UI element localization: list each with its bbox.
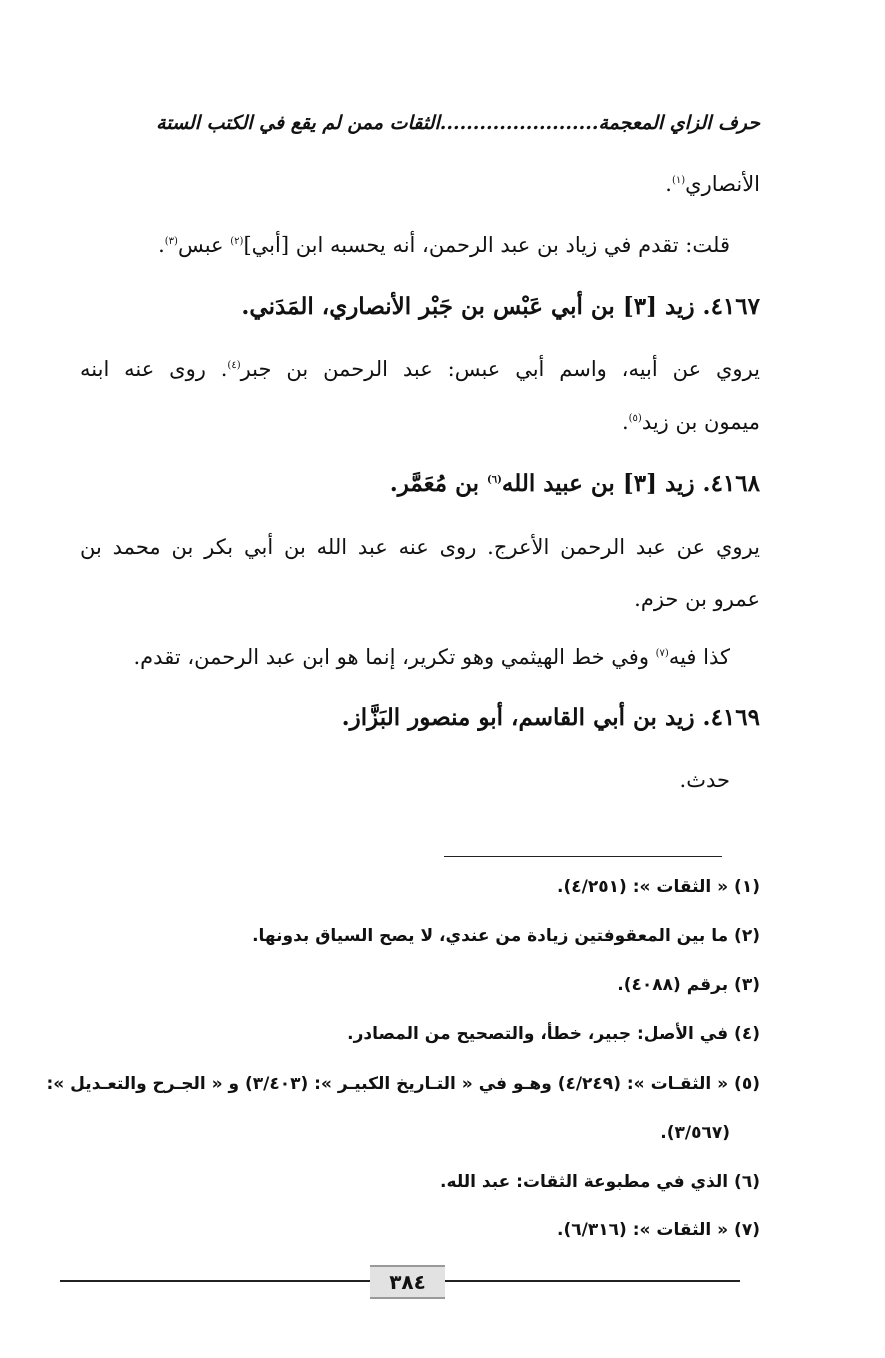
footnote-1: (١) « الثقات »: (٤/٢٥١). xyxy=(557,877,760,897)
text-line-5: يروي عن عبد الرحمن الأعرج. روى عنه عبد الله بن أبي بكر بن محمد بن xyxy=(80,535,760,559)
entry-heading-4169: ٤١٦٩. زيد بن أبي القاسم، أبو منصور البَزَّاز. xyxy=(341,704,760,731)
footnote-ref: (٥) xyxy=(628,413,642,424)
header-chapter: حرف الزاي المعجمة xyxy=(598,112,760,134)
text-line-1: الأنصاري$^{(١)}$. xyxy=(665,172,760,196)
footnote-4: (٤) في الأصل: جبير، خطأ، والتصحيح من المصادر. xyxy=(347,1024,760,1044)
text-line-6: عمرو بن حزم. xyxy=(634,587,760,611)
footnote-ref: (٤) xyxy=(227,360,241,371)
page-number: ٣٨٤ xyxy=(370,1265,445,1299)
footnote-5: (٥) « الثقـات »: (٤/٢٤٩) وهـو في « التـاريخ الكبيـر »: (٣/٤٠٣) و « الجـرح والتعـديل »: xyxy=(46,1074,760,1094)
footnote-ref: (٢) xyxy=(230,236,244,247)
footnote-ref: (٣) xyxy=(164,236,178,247)
footnote-6: (٦) الذي في مطبوعة الثقات: عبد الله. xyxy=(440,1172,760,1192)
footnote-5-continued: (٣/٥٦٧). xyxy=(660,1123,730,1143)
text-line-2: قلت: تقدم في زياد بن عبد الرحمن، أنه يحسبه ابن [أبي]$^{(٢)}$ عبس$^{(٣)}$. xyxy=(158,233,730,257)
header-dots: ........................ xyxy=(439,112,599,134)
entry-heading-4167: ٤١٦٧. زيد [٣] بن أبي عَبْس بن جَبْر الأنصاري، المَدَني. xyxy=(241,293,760,320)
footnote-3: (٣) برقم (٤٠٨٨). xyxy=(617,975,760,995)
text-line-8: حدث. xyxy=(679,768,730,792)
text-line-4: ميمون بن زيد$^{(٥)}$. xyxy=(621,410,760,434)
entry-heading-4168: ٤١٦٨. زيد [٣] بن عبيد الله$^{(٦)}$ بن مُعَمَّر. xyxy=(389,470,760,497)
footnote-2: (٢) ما بين المعقوفتين زيادة من عندي، لا يصح السياق بدونها. xyxy=(252,926,760,946)
footer-rule-right xyxy=(445,1280,740,1282)
footnote-ref: (١) xyxy=(671,175,686,186)
header-book-title: الثقات ممن لم يقع في الكتب الستة xyxy=(156,112,440,134)
text-line-7: كذا فيه$^{(٧)}$ وفي خط الهيثمي وهو تكرير، إنما هو ابن عبد الرحمن، تقدم. xyxy=(133,645,730,669)
footnote-separator xyxy=(444,856,722,857)
text-line-3: يروي عن أبيه، واسم أبي عبس: عبد الرحمن بن جبر$^{(٤)}$. روى عنه ابنه xyxy=(80,357,760,381)
running-header xyxy=(98,112,760,134)
footer-rule-left xyxy=(60,1280,370,1282)
footnote-ref: (٦) xyxy=(487,474,502,486)
footnote-ref: (٧) xyxy=(655,648,669,659)
footnote-7: (٧) « الثقات »: (٦/٣١٦). xyxy=(557,1220,760,1240)
